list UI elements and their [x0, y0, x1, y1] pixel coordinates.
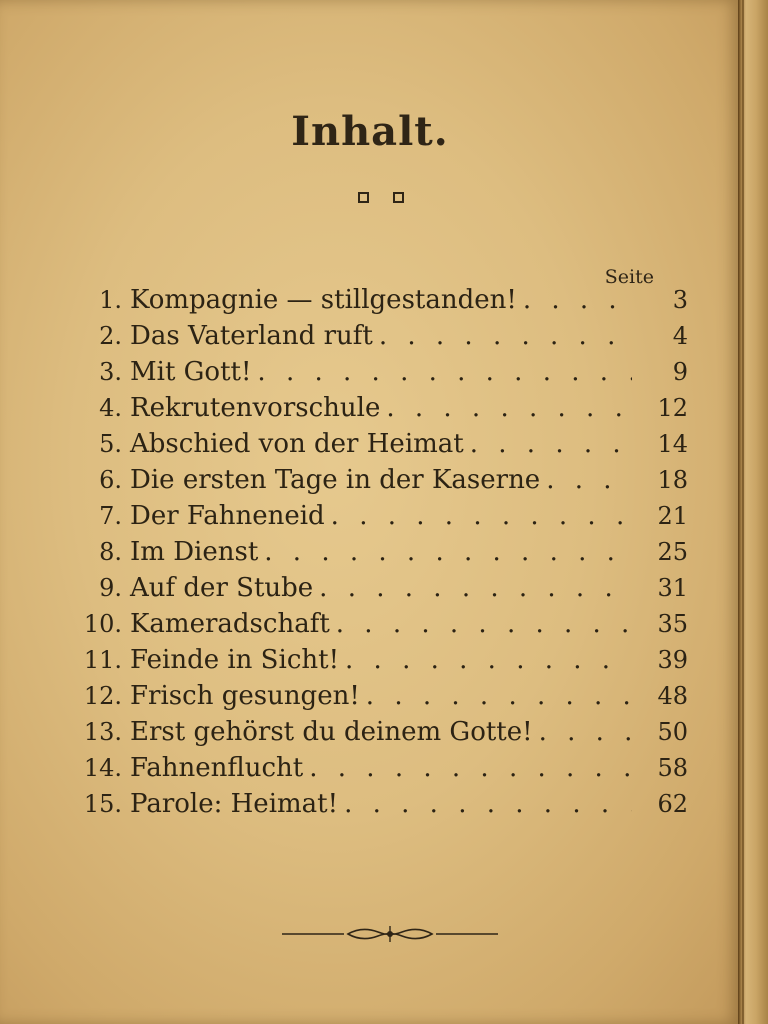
- toc-entry-title: Erst gehörst du deinem Gotte!: [130, 717, 533, 747]
- toc-entry-number: 2.: [99, 322, 122, 350]
- toc-entry: [60, 465, 688, 501]
- two-squares-icon: [358, 192, 404, 203]
- toc-entry: [60, 645, 688, 681]
- dot-leader: [546, 465, 632, 495]
- toc-entry-page: 21: [657, 502, 688, 530]
- dot-leader: [366, 681, 632, 711]
- toc-entry-page: 4: [672, 322, 688, 350]
- toc-entry-title: Der Fahneneid: [130, 501, 325, 531]
- toc-entry-title: Auf der Stube: [130, 573, 314, 603]
- toc-entry-page: 58: [657, 754, 688, 782]
- toc-entry: [60, 753, 688, 789]
- toc-entry-number: 8.: [99, 538, 122, 566]
- dot-leader: [379, 321, 632, 351]
- dot-leader: [539, 717, 632, 747]
- toc-entry-number: 9.: [99, 574, 122, 602]
- dot-leader: [344, 789, 632, 819]
- toc-entry: [60, 573, 688, 609]
- dot-leader: [264, 537, 632, 567]
- toc-entry: [60, 681, 688, 717]
- toc-entry-page: 35: [657, 610, 688, 638]
- toc-entry-number: 6.: [99, 466, 122, 494]
- toc-entry-title: Rekrutenvorschule: [130, 393, 381, 423]
- toc-entry-number: 12.: [83, 682, 122, 710]
- dot-leader: [309, 753, 632, 783]
- toc-entry-page: 14: [657, 430, 688, 458]
- toc-entry-number: 5.: [99, 430, 122, 458]
- square-ornament-left: [358, 192, 369, 203]
- dot-leader: [345, 645, 632, 675]
- toc-entry-page: 18: [657, 466, 688, 494]
- dot-leader: [523, 285, 632, 315]
- toc-entry-title: Fahnenflucht: [130, 753, 304, 783]
- table-of-contents: [60, 285, 688, 825]
- toc-entry-number: 15.: [83, 790, 122, 818]
- scroll-flourish-icon: [282, 922, 498, 946]
- toc-entry-number: 11.: [83, 646, 122, 674]
- toc-entry-title: Das Vaterland ruft: [130, 321, 373, 351]
- toc-entry-number: 14.: [83, 754, 122, 782]
- toc-entry-page: 3: [672, 286, 688, 314]
- toc-entry-title: Abschied von der Heimat: [130, 429, 464, 459]
- toc-entry: [60, 789, 688, 825]
- toc-entry-page: 25: [657, 538, 688, 566]
- toc-entry-number: 10.: [83, 610, 122, 638]
- toc-entry-page: 48: [657, 682, 688, 710]
- toc-entry-page: 50: [657, 718, 688, 746]
- toc-entry-page: 62: [657, 790, 688, 818]
- square-ornament-right: [393, 192, 404, 203]
- dot-leader: [319, 573, 632, 603]
- toc-entry: [60, 717, 688, 753]
- toc-entry-number: 13.: [83, 718, 122, 746]
- toc-entry: [60, 393, 688, 429]
- toc-entry-title: Feinde in Sicht!: [130, 645, 340, 675]
- toc-entry: [60, 357, 688, 393]
- binding-line: [742, 0, 744, 1024]
- toc-entry: [60, 321, 688, 357]
- toc-entry-title: Frisch gesungen!: [130, 681, 360, 711]
- toc-entry-page: 39: [657, 646, 688, 674]
- toc-entry-title: Die ersten Tage in der Kaserne: [130, 465, 541, 495]
- toc-entry-number: 3.: [99, 358, 122, 386]
- toc-entry-number: 4.: [99, 394, 122, 422]
- toc-entry-title: Kompagnie — stillgestanden!: [130, 285, 517, 315]
- dot-leader: [470, 429, 632, 459]
- toc-entry-number: 1.: [99, 286, 122, 314]
- dot-leader: [336, 609, 632, 639]
- toc-entry-page: 31: [657, 574, 688, 602]
- toc-entry: [60, 609, 688, 645]
- toc-entry-title: Kameradschaft: [130, 609, 330, 639]
- toc-entry: [60, 285, 688, 321]
- toc-entry-title: Mit Gott!: [130, 357, 252, 387]
- dot-leader: [331, 501, 632, 531]
- toc-entry-page: 9: [672, 358, 688, 386]
- toc-entry-page: 12: [657, 394, 688, 422]
- toc-entry-number: 7.: [99, 502, 122, 530]
- page-column-header: Seite: [604, 266, 654, 288]
- dot-leader: [386, 393, 632, 423]
- toc-entry: [60, 501, 688, 537]
- toc-entry: [60, 429, 688, 465]
- toc-entry: [60, 537, 688, 573]
- toc-entry-title: Im Dienst: [130, 537, 259, 567]
- dot-leader: [257, 357, 632, 387]
- toc-entry-title: Parole: Heimat!: [130, 789, 339, 819]
- page-title: Inhalt.: [291, 108, 449, 155]
